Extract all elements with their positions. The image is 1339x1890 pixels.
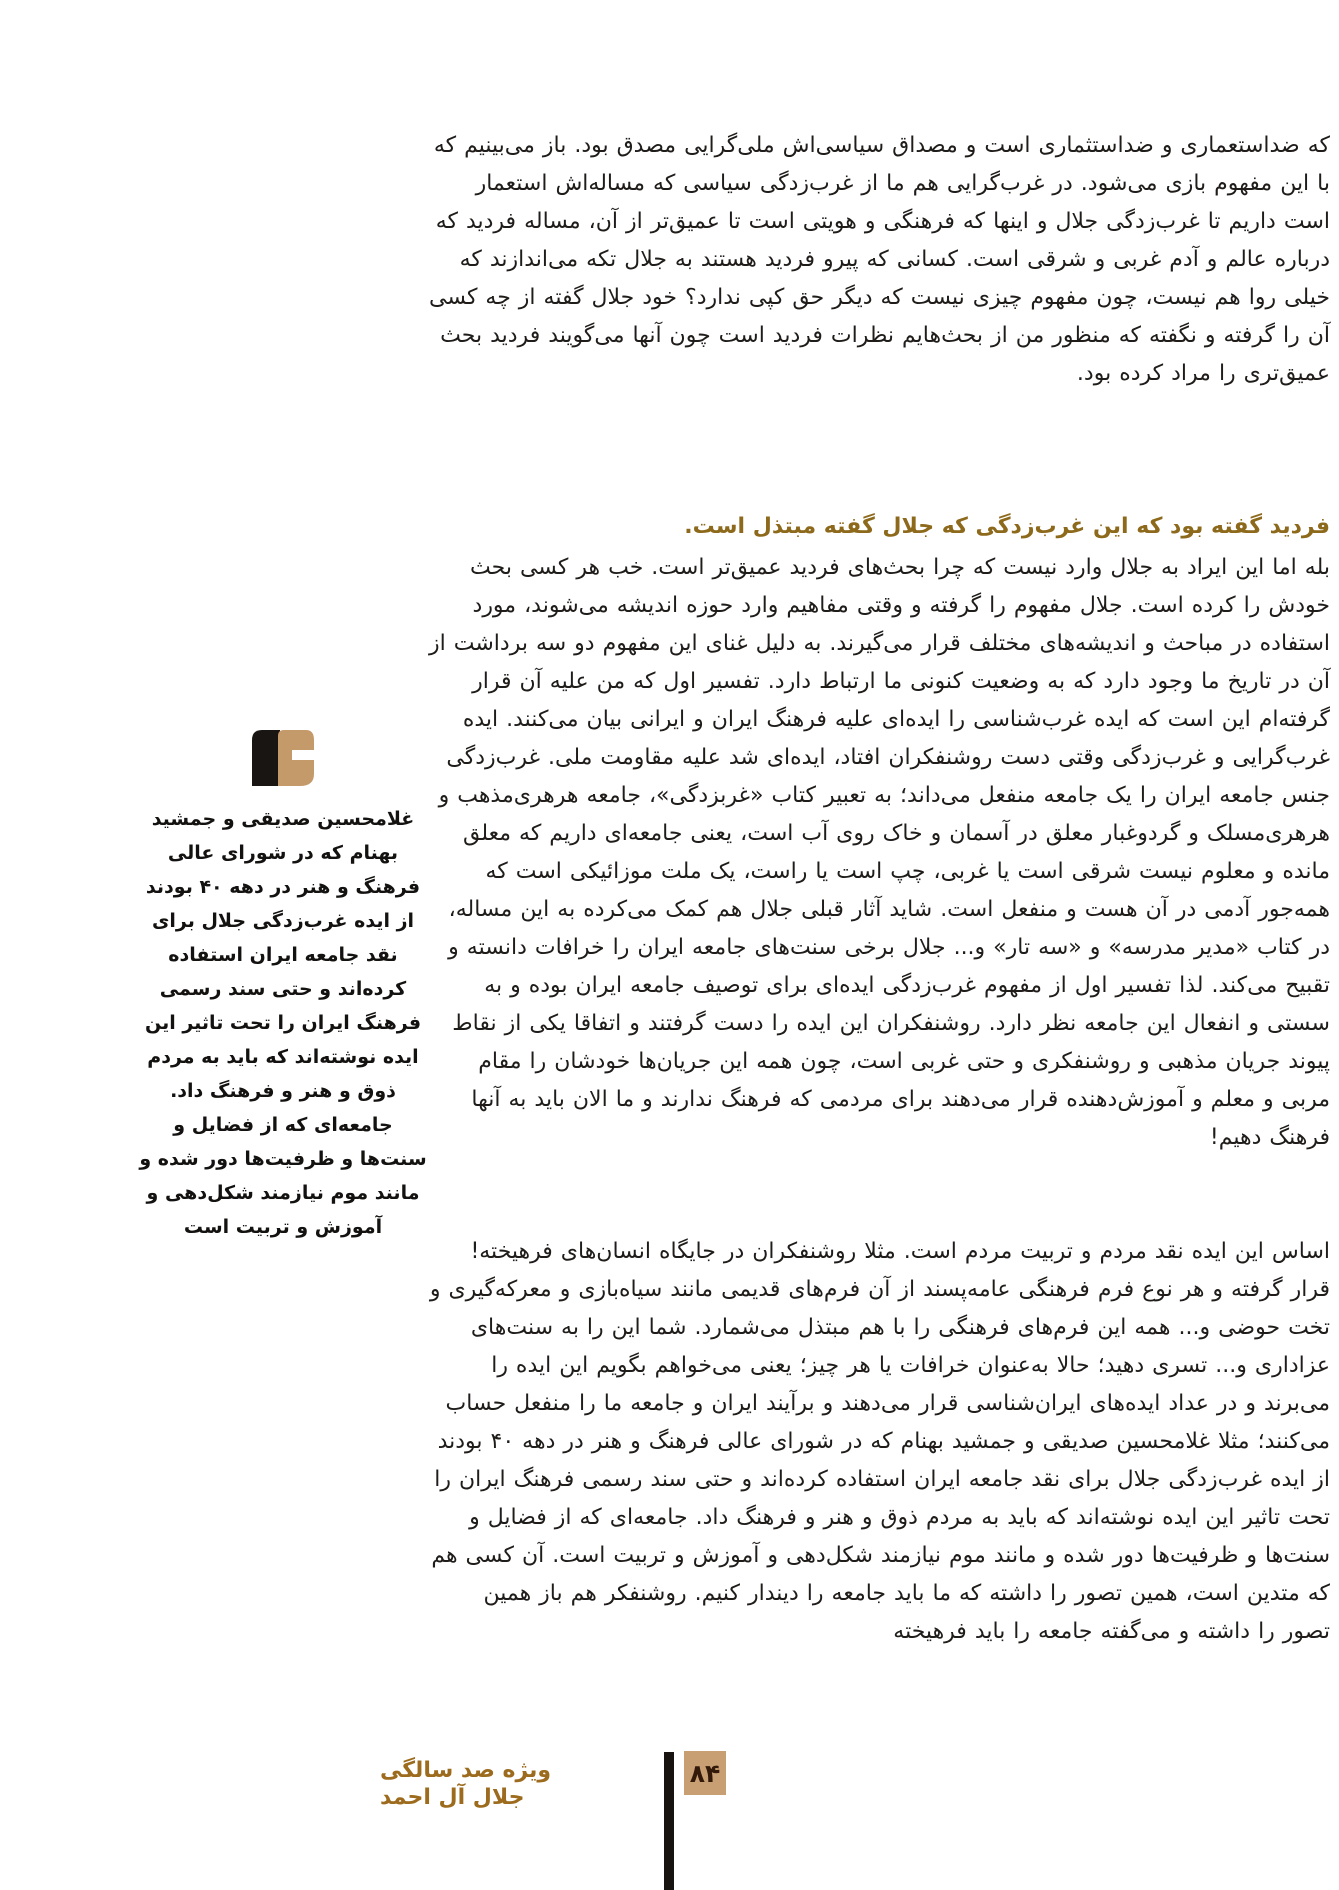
article-paragraph-1: که ضداستعماری و ضداستثماری است و مصداق سیاسی‌اش ملی‌گرایی مصدق بود. باز می‌بینیم که با این مفهوم بازی می‌شود. در غرب‌گرایی هم ما از غرب‌زدگی سیاسی که مساله‌اش استعمار است داریم تا غرب‌زدگی جلال و اینها که فرهنگی و هویتی است تا عمیق‌تر از آن، مساله فردید که درباره عالم و آدم غربی و شرقی است. کسانی که پیرو فردید هستند به جلال تکه می‌اندازند که خیلی روا هم نیست، چون مفهوم چیزی نیست که دیگر حق کپی ندارد؟ خود جلال گفته از چه کسی آن را گرفته و نگفته که منظور من از بحث‌هایم نظرات فردید است چون آنها می‌گویند فردید بحث عمیق‌تری را مراد کرده بود. [428,133,1330,386]
pull-quote-text: غلامحسین صدیقی و جمشید بهنام که در شورای عالی فرهنگ و هنر در دهه ۴۰ بودند از ایده غرب‌زدگی جلال برای نقد جامعه ایران استفاده کرده‌اند و حتی سند رسمی فرهنگ ایران را تحت تاثیر این ایده نوشته‌اند که باید به مردم ذوق و هنر و فرهنگ داد. جامعه‌ای که از فضایل و سنت‌ها و ظرفیت‌ها دور شده و مانند موم نیازمند شکل‌دهی و آموزش و تربیت است [139,808,427,1238]
section-heading: فردید گفته بود که این غرب‌زدگی که جلال گفته مبتذل است. [684,514,1330,539]
footer-rule [664,1752,674,1890]
article-paragraph-3: اساس این ایده نقد مردم و تربیت مردم است. مثلا روشنفکران در جایگاه انسان‌های فرهیخته! قرار گرفته و هر نوع فرم فرهنگی عامه‌پسند از آن فرم‌های قدیمی مانند سیاه‌بازی و معرکه‌گیری و تخت حوضی و... همه این فرم‌های فرهنگی را با هم مبتذل می‌شمارد. شما این را به سنت‌های عزاداری و... تسری دهید؛ حالا به‌عنوان خرافات یا هر چیز؛ یعنی می‌خواهم بگویم این ایده را می‌برند و در عداد ایده‌های ایران‌شناسی قرار می‌دهند و برآیند ایران و جامعه ما را منفعل حساب می‌کنند؛ مثلا غلامحسین صدیقی و جمشید بهنام که در شورای عالی فرهنگ و هنر در دهه ۴۰ بودند از ایده غرب‌زدگی جلال برای نقد جامعه ایران استفاده کرده‌اند و حتی سند رسمی فرهنگ ایران را تحت تاثیر این ایده نوشته‌اند که باید به مردم ذوق و هنر و فرهنگ داد. جامعه‌ای که از فضایل و سنت‌ها و ظرفیت‌ها دور شده و مانند موم نیازمند شکل‌دهی و آموزش و تربیت است. آن کسی هم که متدین است، همین تصور را داشته که ما باید جامعه را دیندار کنیم. روشنفکر هم باز همین تصور را داشته و می‌گفته جامعه را باید فرهیخته [429,1239,1330,1644]
issue-label-line-1: ویژه صد سالگی [380,1758,552,1783]
page-number-box [684,1751,726,1795]
double-quote-icon [248,728,318,788]
page-number: ۸۴ [689,1758,721,1788]
pull-quote [138,728,428,1244]
issue-label-line-2: جلال آل احمد [380,1785,525,1810]
article-paragraph-2: بله اما این ایراد به جلال وارد نیست که چرا بحث‌های فردید عمیق‌تر است. خب هر کسی بحث خودش را کرده است. جلال مفهوم را گرفته و وقتی مفاهیم وارد حوزه اندیشه می‌شوند، مورد استفاده در مباحث و اندیشه‌های مختلف قرار می‌گیرند. به دلیل غنای این مفهوم دو سه برداشت از آن در تاریخ ما وجود دارد که به وضعیت کنونی ما ارتباط دارد. تفسیر اول که من علیه آن قرار گرفته‌ام این است که ایده غرب‌شناسی را ایده‌ای علیه فرهنگ ایران و ایرانی بیان می‌کنند. ایده غرب‌گرایی و غرب‌زدگی وقتی دست روشنفکران افتاد، ایده‌ای شد علیه مقاومت ملی. غرب‌زدگی جنس جامعه ایران را یک جامعه منفعل می‌داند؛ به تعبیر کتاب «غربزدگی»، جامعه هرهری‌مذهب و هرهری‌مسلک و گردوغبار معلق در آسمان و خاک روی آب است، یعنی جامعه‌ای داریم که معلق مانده و معلوم نیست شرقی است یا غربی، چپ است یا راست، یک ملت موزائیکی است که همه‌جور آدمی در آن هست و منفعل است. شاید آثار قبلی جلال هم کمک می‌کرده به این مساله، در کتاب «مدیر مدرسه» و «سه تار» و... جلال برخی سنت‌های جامعه ایران را خرافات دانسته و تقبیح می‌کند. لذا تفسیر اول از مفهوم غرب‌زدگی ایده‌ای برای توصیف جامعه ایران بوده و به سستی و انفعال این جامعه نظر دارد. روشنفکران این ایده را دست گرفتند و اتفاقا یکی از نقاط پیوند جریان مذهبی و روشنفکری و حتی غربی است، چون همه این جریان‌ها خودشان را مقام مربی و معلم و آموزش‌دهنده قرار می‌دهند برای مردمی که فرهنگ ندارند و ما الان باید به آنها فرهنگ دهیم! [429,555,1330,1150]
issue-label [380,1757,602,1811]
